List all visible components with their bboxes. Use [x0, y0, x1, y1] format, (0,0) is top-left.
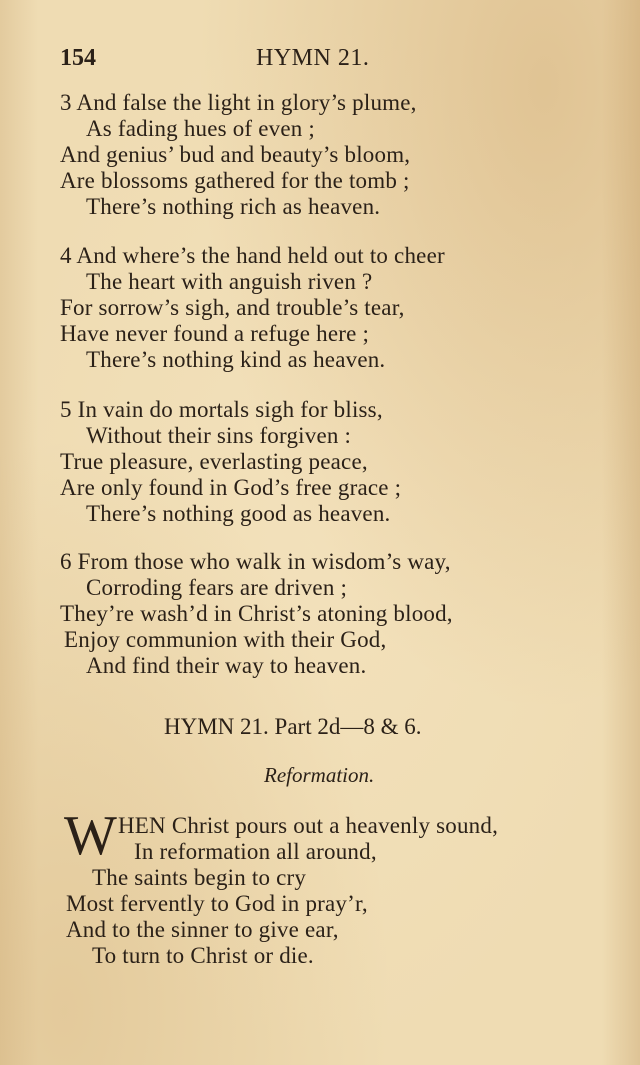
verse-line: The heart with anguish riven ?	[86, 269, 373, 294]
verse-line: And find their way to heaven.	[86, 653, 367, 678]
verse-line: As fading hues of even ;	[86, 116, 315, 141]
verse-line: And genius’ bud and beauty’s bloom,	[60, 142, 411, 167]
verse-line: Are only found in God’s free grace ;	[60, 475, 402, 500]
verse-line: They’re wash’d in Christ’s atoning blood,	[60, 601, 453, 626]
running-title: HYMN 21.	[256, 45, 370, 71]
verse-line: In reformation all around,	[134, 839, 377, 864]
verse-line: HEN Christ pours out a heavenly sound,	[118, 813, 499, 838]
verse-line: Most fervently to God in pray’r,	[66, 891, 368, 916]
verse-line: Are blossoms gathered for the tomb ;	[60, 168, 410, 193]
verse-line: 3 And false the light in glory’s plume,	[60, 90, 417, 115]
verse-line: There’s nothing rich as heaven.	[86, 194, 381, 219]
verse-line: 6 From those who walk in wisdom’s way,	[60, 549, 451, 574]
section-heading: HYMN 21. Part 2d—8 & 6.	[164, 714, 422, 739]
verse-line: Corroding fears are driven ;	[86, 575, 348, 600]
verse-line: To turn to Christ or die.	[92, 943, 314, 968]
verse-line: There’s nothing good as heaven.	[86, 501, 391, 526]
verse-line: And to the sinner to give ear,	[66, 917, 339, 942]
verse-line: 5 In vain do mortals sigh for bliss,	[60, 397, 383, 422]
drop-cap: W	[64, 805, 117, 867]
verse-line: Without their sins forgiven :	[86, 423, 352, 448]
verse-line: There’s nothing kind as heaven.	[86, 347, 386, 372]
verse-line: Have never found a refuge here ;	[60, 321, 370, 346]
page-number: 154	[60, 45, 96, 71]
verse-line: Enjoy communion with their God,	[64, 627, 387, 652]
verse-line: The saints begin to cry	[92, 865, 307, 890]
verse-line: For sorrow’s sigh, and trouble’s tear,	[60, 295, 405, 320]
section-subtitle: Reformation.	[264, 763, 375, 787]
verse-line: True pleasure, everlasting peace,	[60, 449, 368, 474]
verse-line: 4 And where’s the hand held out to cheer	[60, 243, 445, 268]
